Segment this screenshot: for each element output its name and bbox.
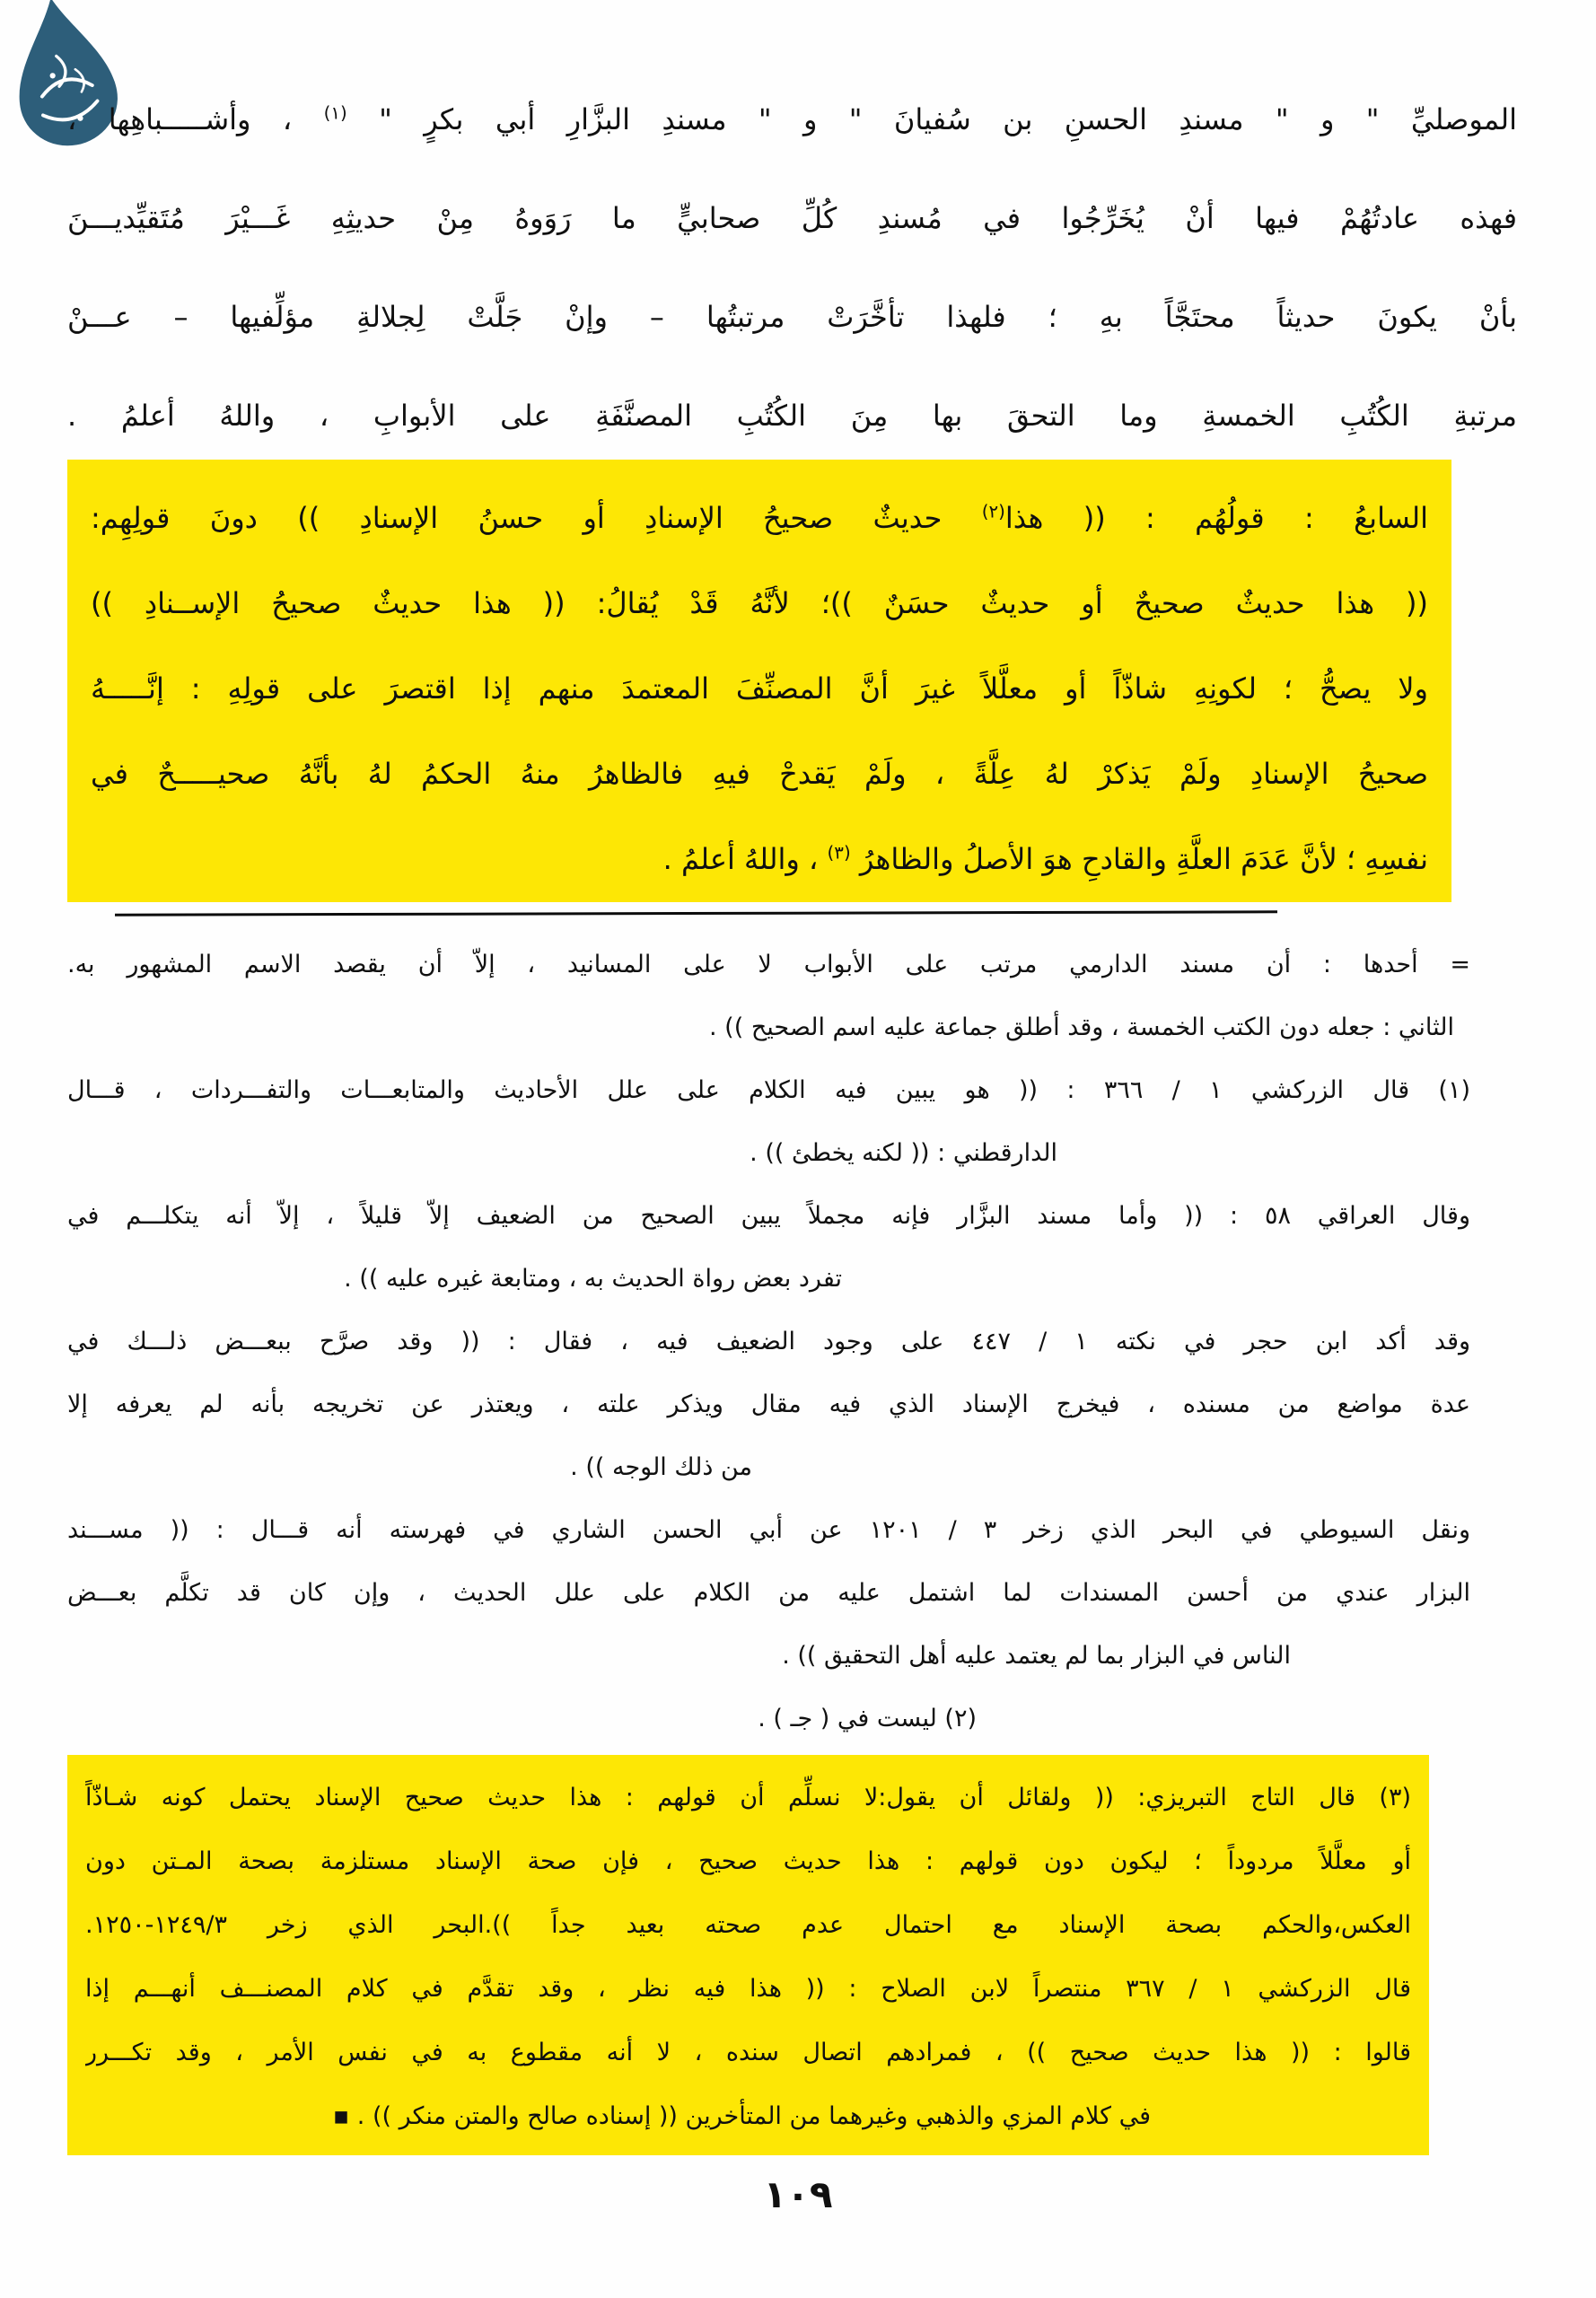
highlight-line: (٣) قال التاج التبريزي: (( ولقائل أن يقول:لا نسلِّم أن قولهم : هذا حديث صحيح الإسناد يحتمل كونه شـاذّاً xyxy=(85,1784,1411,1811)
footnote-ref-3: (٣) xyxy=(827,842,851,864)
highlight-line: أو معلَّلاً مردوداً ؛ ليكون دون قولهم : هذا حديث صحيح ، فإن صحة الإسناد مستلزمة بصحة المـتن دون xyxy=(85,1847,1411,1875)
line-text: الموصليِّ " و " مسندِ الحسنِ بن سُفيانَ " و " مسندِ البزَّارِ أبي بكرٍ " xyxy=(346,102,1517,136)
main-text-line: مرتبةِ الكُتُبِ الخمسةِ وما التحقَ بها مِنَ الكُتُبِ المصنَّفَةِ على الأبوابِ ، واللهُ أعلمُ . xyxy=(67,399,1517,433)
footnote-line: الدارقطني : (( لكنه يخطئ )) . xyxy=(750,1139,1057,1167)
highlighted-passage-seventh xyxy=(67,460,1451,902)
line-text: حديثٌ صحيحُ الإسنادِ أو حسنُ الإسنادِ )) دونَ قولِهِم: xyxy=(91,501,982,535)
footnote-line: ونقل السيوطي في البحر الذي زخر ٣ / ١٢٠١ عن أبي الحسن الشاري في فهرسته أنه قـــال : (( مســـند xyxy=(67,1516,1470,1544)
page-number: ١٠٩ xyxy=(763,2172,833,2216)
line-text: ، واللهُ أعلمُ . xyxy=(662,842,828,876)
highlight-line: ولا يصحُّ ؛ لكونِهِ شاذّاً أو معلَّلاً غيرَ أنَّ المصنِّفَ المعتمدَ منهم إذا اقتصرَ على قولِهِ : إنَّـــــهُ xyxy=(91,671,1428,706)
footnote-line: تفرد بعض رواة الحديث به ، ومتابعة غيره عليه )) . xyxy=(344,1265,842,1293)
highlight-line: في كلام المزي والذهبي وغيرهما من المتأخرين (( إسناده صالح والمتن منكر )) . ▪ xyxy=(332,2102,1151,2130)
line-text: ، وأشـــــباهِها ، xyxy=(67,102,324,136)
footnote-line: وقد أكد ابن حجر في نكته ١ / ٤٤٧ على وجود الضعيف فيه ، فقال : (( وقد صرَّح ببعـــض ذلـــك في xyxy=(67,1328,1470,1355)
footnote-line: وقال العراقي ٥٨ : (( وأما مسند البزَّار فإنه مجملاً يبين الصحيح من الضعيف إلاّ قليلاً ، إلاّ أنه يتكلـــم في xyxy=(67,1202,1470,1230)
footnote-ref-2: (٢) xyxy=(981,501,1005,522)
main-text-block xyxy=(67,70,1517,465)
highlighted-footnote-3 xyxy=(67,1755,1429,2155)
footnote-line: الناس في البزار بما لم يعتمد عليه أهل التحقيق )) . xyxy=(782,1642,1291,1670)
footnote-line: من ذلك الوجه )) . xyxy=(570,1453,752,1481)
highlight-line: صحيحُ الإسنادِ ولَمْ يَذكرْ لهُ عِلَّةً ، ولَمْ يَقدحْ فيهِ فالظاهرُ منهُ الحكمُ لهُ بأنَّهُ صحيـــــحٌ في xyxy=(91,757,1428,791)
footnote-line: (١) قال الزركشي ١ / ٣٦٦ : (( هو يبين فيه الكلام على علل الأحاديث والمتابعـــات والتفـــردات ، قـــال xyxy=(67,1076,1470,1104)
main-text-line: فهذه عادتُهُمْ فيها أنْ يُخَرِّجُوا في مُسندِ كُلِّ صحابيٍّ ما رَوَوهُ مِنْ حديثِهِ غَـــيْرَ مُتَقيِّديـــنَ xyxy=(67,201,1517,235)
footnote-separator-rule xyxy=(115,910,1277,916)
main-text-line xyxy=(67,70,1517,169)
highlight-line xyxy=(91,817,1428,902)
highlight-line: قالوا : (( هذا حديث صحيح )) ، فمرادهم اتصال سنده ، لا أنه مقطوع به في نفس الأمر ، وقد تكـــرر xyxy=(85,2039,1411,2066)
highlight-line xyxy=(91,476,1428,561)
highlight-line: قال الزركشي ١ / ٣٦٧ منتصراً لابن الصلاح : (( هذا فيه نظر ، وقد تقدَّم في كلام المصنـــف أنهـــم إذا xyxy=(85,1975,1411,2003)
line-text: نفسِهِ ؛ لأنَّ عَدَمَ العلَّةِ والقادحِ هوَ الأصلُ والظاهرُ xyxy=(850,842,1428,876)
footnote-line: (٢) ليست في ( جـ ) . xyxy=(758,1705,977,1732)
footnote-ref-1: (١) xyxy=(323,102,347,124)
line-text: السابعُ : قولُهُم : (( هذا xyxy=(1004,501,1428,535)
footnote-line: = أحدها : أن مسند الدارمي مرتب على الأبواب لا على المسانيد ، إلاّ أن يقصد الاسم المشهور به. xyxy=(67,951,1470,978)
main-text-line: بأنْ يكونَ حديثاً محتَجَّاً بهِ ؛ فلهذا تأخَّرَتْ مرتبتُها – وإنْ جَلَّتْ لِجلالةِ مؤلِّفيها – عـــنْ xyxy=(67,300,1517,334)
highlight-line: (( هذا حديثٌ صحيحٌ أو حديثٌ حسَنٌ ))؛ لأنَّهُ قَدْ يُقالُ: (( هذا حديثٌ صحيحُ الإســنادِ )) xyxy=(91,586,1428,620)
footnotes-block xyxy=(67,934,1470,1750)
highlight-line: العكس،والحكم بصحة الإسناد مع احتمال عدم صحته بعيد جداً )).البحر الذي زخر ١٢٤٩/٣-١٢٥٠. xyxy=(85,1911,1411,1939)
footnote-line: البزار عندي من أحسن المسندات لما اشتمل عليه من الكلام على علل الحديث ، وإن كان قد تكلَّم بعـــض xyxy=(67,1579,1470,1607)
footnote-line: عدة مواضع من مسنده ، فيخرج الإسناد الذي فيه مقال ويذكر علته ، ويعتذر عن تخريجه بأنه لم يعرفه إلا xyxy=(67,1390,1470,1418)
footnote-line: الثاني : جعله دون الكتب الخمسة ، وقد أطلق جماعة عليه اسم الصحيح )) . xyxy=(709,1013,1454,1041)
